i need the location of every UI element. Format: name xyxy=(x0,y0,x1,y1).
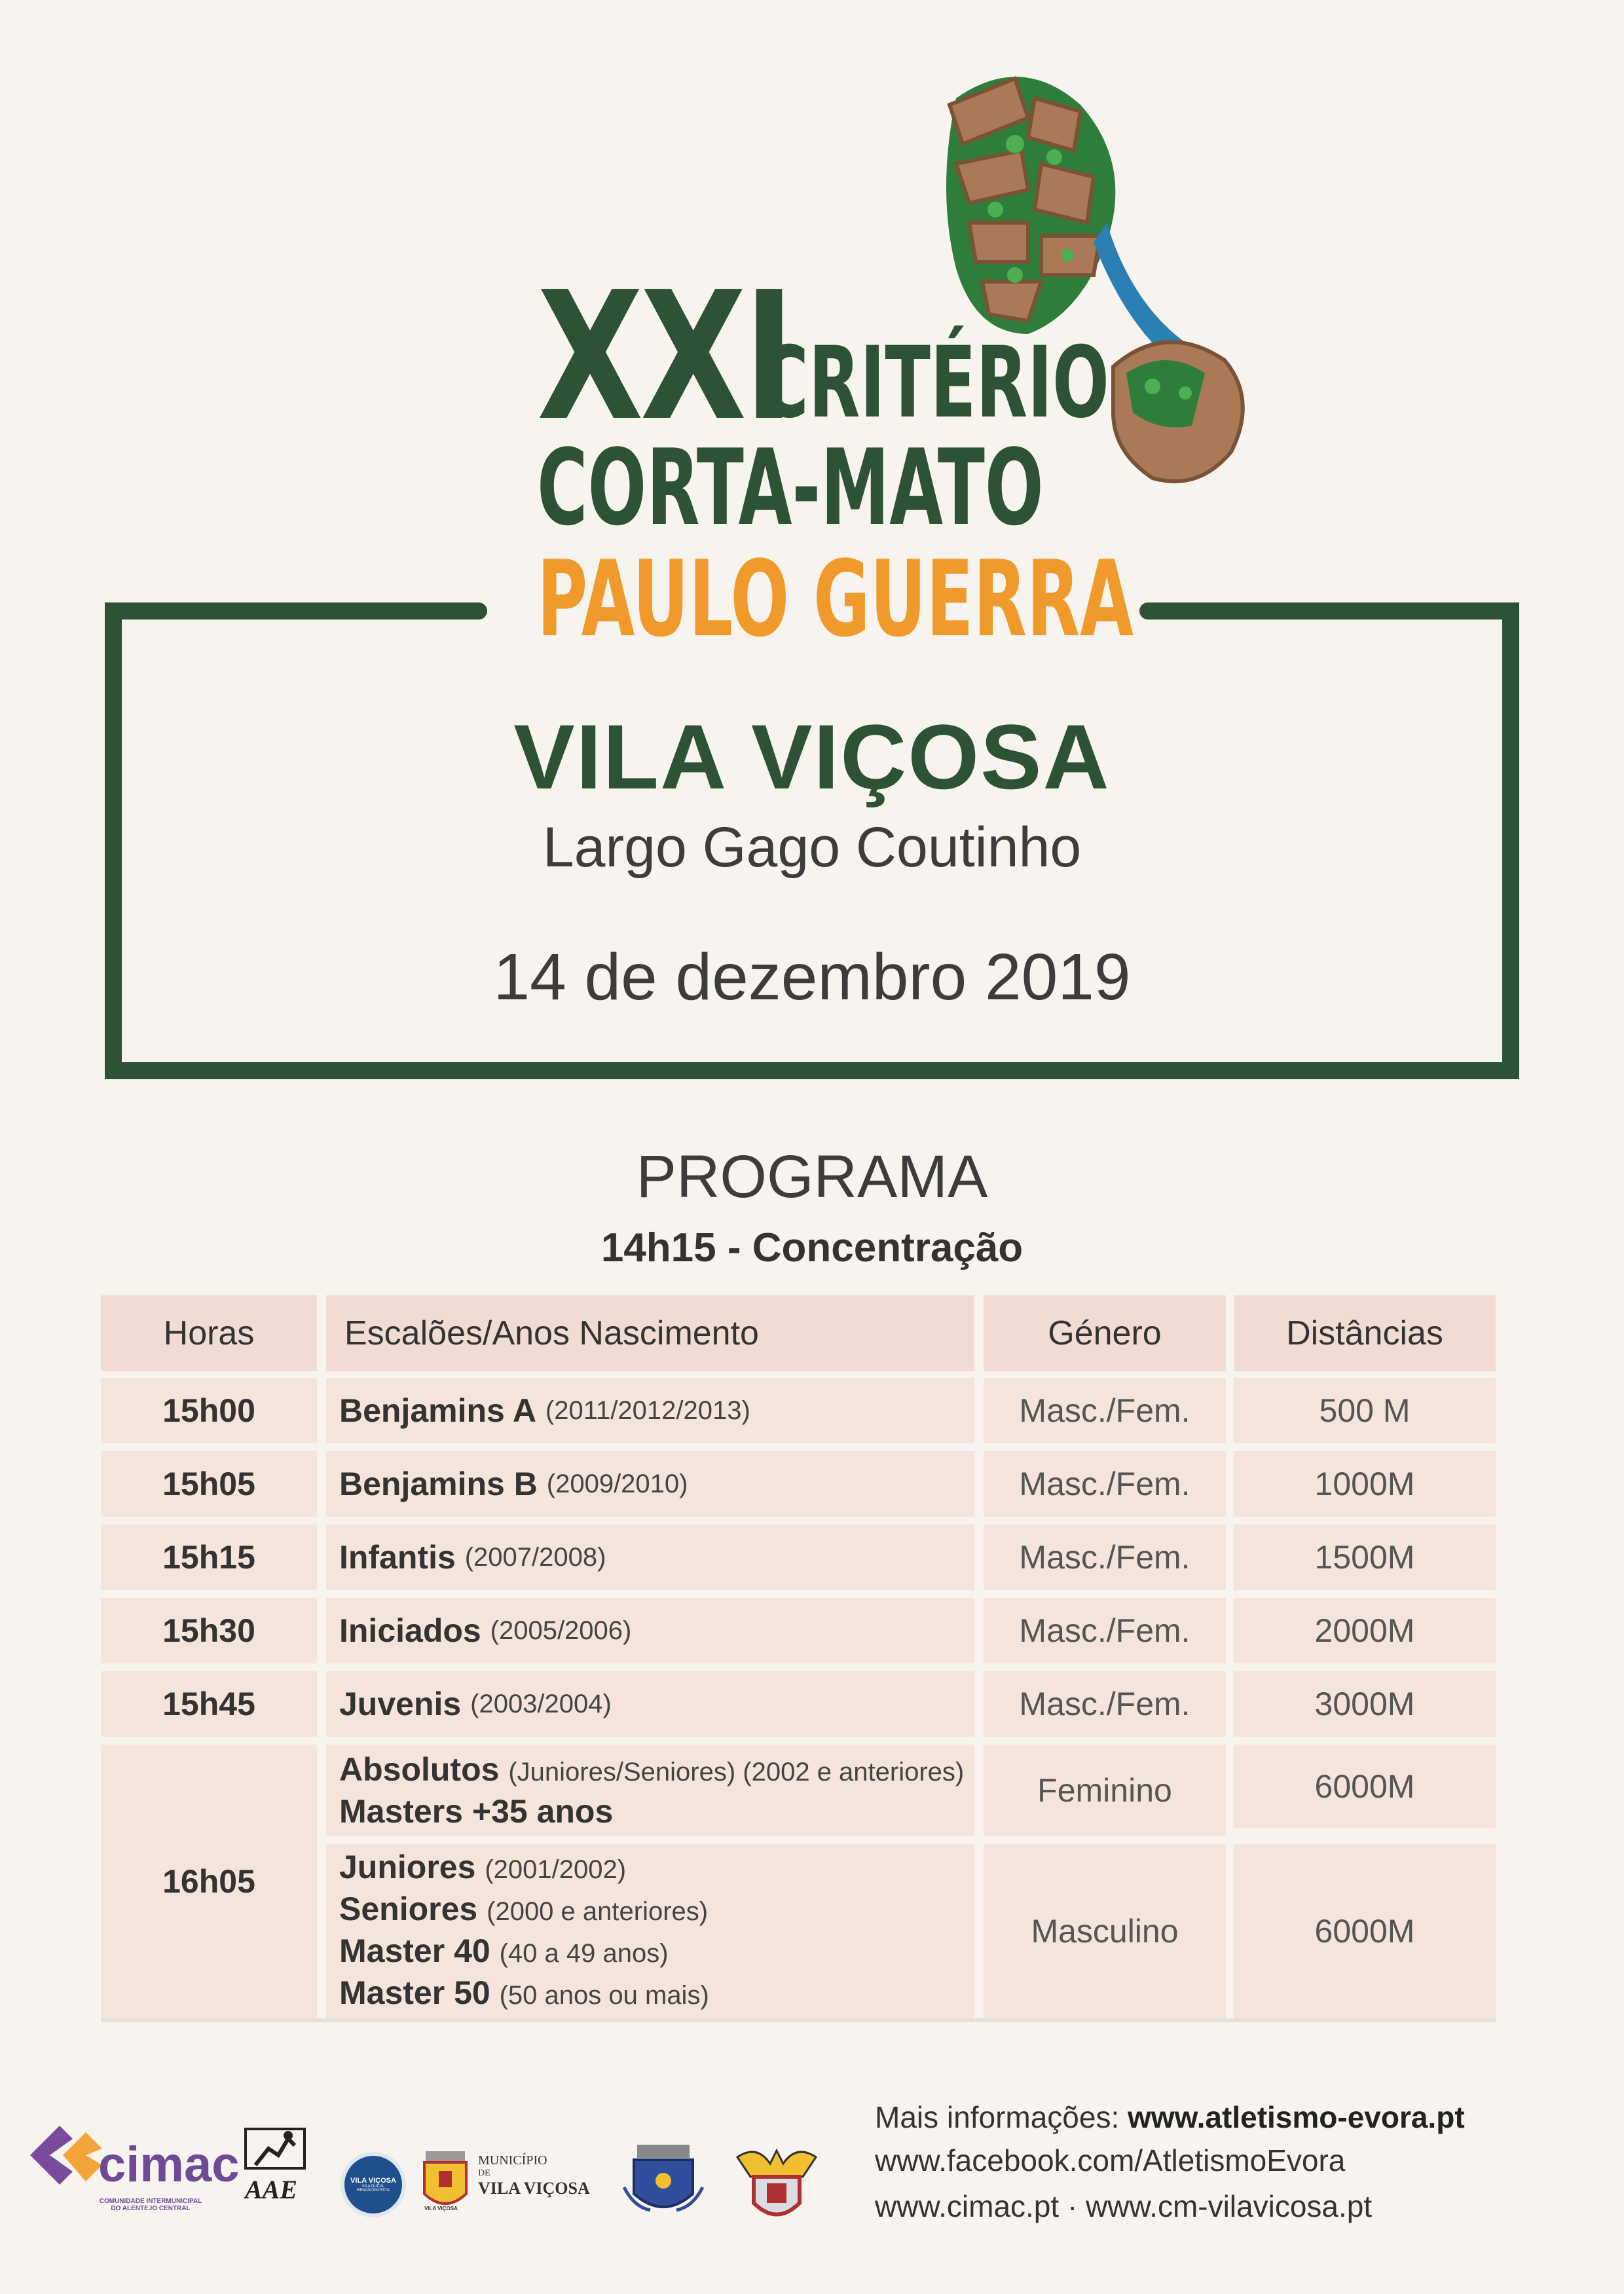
table-row-gender: Masc./Fem. xyxy=(984,1451,1226,1517)
table-row-gender: Masc./Fem. xyxy=(984,1378,1226,1443)
aae-runner-icon xyxy=(242,2126,308,2172)
vila-vicosa-badge xyxy=(341,2152,406,2217)
cimac-sub2: DO ALENTEJO CENTRAL xyxy=(111,2205,191,2212)
cimac-subtitle xyxy=(79,2198,223,2212)
program-gathering: 14h15 - Concentração xyxy=(600,1225,1024,1270)
table-row-category xyxy=(326,1671,974,1737)
category-name: Benjamins A xyxy=(339,1392,537,1429)
table-row-time: 15h05 xyxy=(101,1451,317,1517)
category-name: Seniores xyxy=(339,1891,478,1927)
table-bottom-rule xyxy=(101,2018,1496,2022)
table-row-time: 15h00 xyxy=(101,1378,317,1443)
info-line xyxy=(875,2100,1465,2135)
mun-line2: DE xyxy=(478,2168,490,2178)
title-line1: CRITÉRIO xyxy=(760,326,1109,440)
frame-bottom xyxy=(105,1062,1519,1079)
table-row-category-female xyxy=(326,1745,974,1836)
badge-text2: VILA DUCAL RENASCENTISTA xyxy=(357,2185,390,2192)
table-row-distance: 1000M xyxy=(1234,1451,1496,1517)
table-row-gender: Masculino xyxy=(984,1844,1226,2018)
info-label: Mais informações: xyxy=(875,2100,1120,2134)
category-name: Master 50 xyxy=(339,1974,490,2011)
category-name: Masters +35 anos xyxy=(339,1793,614,1830)
table-row-distance: 1500M xyxy=(1234,1525,1496,1590)
table-row-category xyxy=(326,1598,974,1663)
mun-line1: MUNICÍPIO xyxy=(478,2153,547,2168)
badge-text1: VILA VIÇOSA xyxy=(350,2177,396,2185)
category-name: Absolutos xyxy=(339,1751,500,1788)
header-distance: Distâncias xyxy=(1234,1295,1496,1371)
category-years: (2005/2006) xyxy=(490,1616,632,1645)
category-name: Juvenis xyxy=(339,1686,462,1722)
header-gender: Género xyxy=(984,1295,1226,1371)
category-years: (2011/2012/2013) xyxy=(545,1396,750,1425)
table-row-time: 15h30 xyxy=(101,1598,317,1663)
category-years: (2003/2004) xyxy=(470,1689,612,1718)
table-row-distance: 6000M xyxy=(1234,1745,1496,1828)
category-note: (Juniores/Seniores) (2002 e anteriores) xyxy=(508,1758,965,1786)
event-venue: Largo Gago Coutinho xyxy=(542,816,1082,879)
aae-label: AAE xyxy=(245,2175,298,2204)
table-row-distance: 2000M xyxy=(1234,1598,1496,1663)
program-heading: PROGRAMA xyxy=(636,1143,988,1210)
category-note: (40 a 49 anos) xyxy=(499,1939,669,1968)
category-years: (2009/2010) xyxy=(546,1469,688,1498)
cimac-sub1: COMUNIDADE INTERMUNICIPAL xyxy=(99,2198,202,2205)
event-city: VILA VIÇOSA xyxy=(513,705,1111,808)
category-name: Benjamins B xyxy=(339,1466,538,1502)
info-site-link[interactable]: www.atletismo-evora.pt xyxy=(1128,2100,1465,2134)
title-line3: PAULO GUERRA xyxy=(537,538,1134,660)
parish-crest-icon xyxy=(621,2141,706,2220)
header-time: Horas xyxy=(101,1295,317,1371)
mun-line3: VILA VIÇOSA xyxy=(478,2179,590,2198)
sites-links[interactable]: www.cimac.pt · www.cm-vilavicosa.pt xyxy=(875,2189,1373,2223)
category-years: (2007/2008) xyxy=(464,1542,606,1572)
table-row-gender: Masc./Fem. xyxy=(984,1525,1226,1590)
category-note: (50 anos ou mais) xyxy=(499,1981,709,2010)
table-row-time-final: 16h05 xyxy=(101,1745,317,2018)
category-name: Infantis xyxy=(339,1539,456,1576)
category-note: (2000 e anteriores) xyxy=(487,1897,709,1926)
category-name: Master 40 xyxy=(339,1933,490,1969)
table-row-gender: Masc./Fem. xyxy=(984,1598,1226,1663)
table-row-gender: Masc./Fem. xyxy=(984,1671,1226,1737)
table-row-distance: 500 M xyxy=(1234,1378,1496,1443)
table-row-gender: Feminino xyxy=(984,1745,1226,1836)
table-row-category-male xyxy=(326,1844,974,2018)
frame-top-right xyxy=(1139,602,1519,620)
category-name: Juniores xyxy=(339,1849,476,1885)
event-title xyxy=(537,253,1134,660)
municipality-text xyxy=(478,2153,590,2198)
frame-top-left xyxy=(105,602,487,620)
table-row-category xyxy=(326,1451,974,1517)
table-row-category xyxy=(326,1378,974,1443)
header-category: Escalões/Anos Nascimento xyxy=(326,1295,974,1371)
table-row-category xyxy=(326,1525,974,1590)
cimac-name: cimac xyxy=(98,2137,240,2192)
title-line2: CORTA-MATO xyxy=(537,426,1044,549)
event-date: 14 de dezembro 2019 xyxy=(493,940,1131,1014)
category-note: (2001/2002) xyxy=(485,1855,627,1884)
table-row-distance: 6000M xyxy=(1234,1844,1496,2018)
eagle-crest-icon xyxy=(731,2137,822,2229)
table-row-time: 15h15 xyxy=(101,1525,317,1590)
title-numeral: XXI xyxy=(537,253,792,460)
cimac-logo-icon xyxy=(24,2119,109,2191)
table-row-distance: 3000M xyxy=(1234,1671,1496,1737)
facebook-link[interactable]: www.facebook.com/AtletismoEvora xyxy=(875,2143,1346,2177)
crest-label: VILA VIÇOSA xyxy=(424,2206,458,2211)
table-row-time: 15h45 xyxy=(101,1671,317,1737)
category-name: Iniciados xyxy=(339,1612,481,1649)
